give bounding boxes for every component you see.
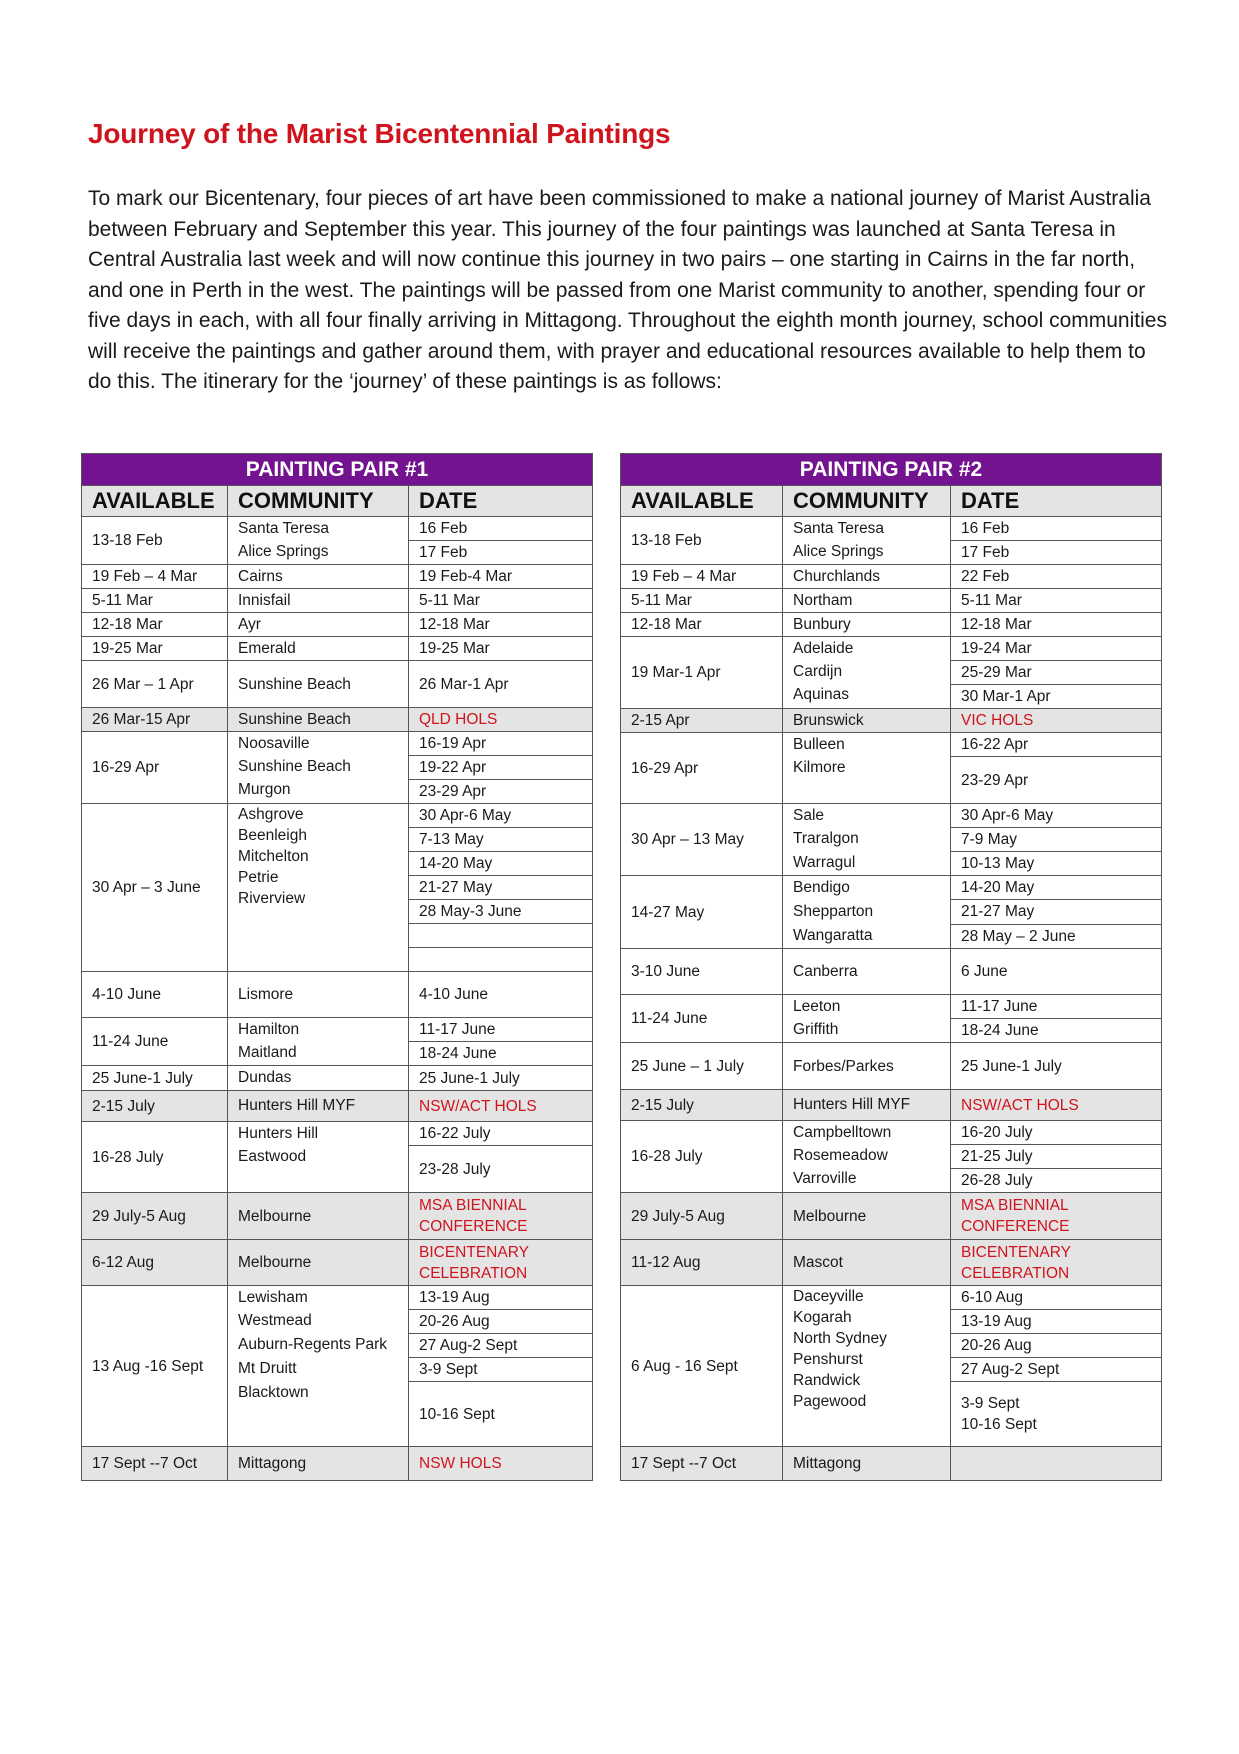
community-cell <box>228 1091 409 1122</box>
column-header-community: COMMUNITY <box>228 486 409 517</box>
community-cell <box>783 1286 951 1447</box>
date-cell: 26 Mar-1 Apr <box>409 661 593 708</box>
painting-pair-1-table <box>81 453 593 1481</box>
community-name: Kilmore <box>793 759 846 776</box>
community-name: Murgon <box>238 781 291 798</box>
community-cell <box>783 1240 951 1286</box>
available-cell: 11-12 Aug <box>621 1240 783 1286</box>
table-row <box>82 1066 593 1091</box>
available-cell: 19 Mar-1 Apr <box>621 637 783 709</box>
community-name: Rosemeadow <box>793 1147 888 1164</box>
date-cell <box>951 1193 1162 1240</box>
available-cell: 11-24 June <box>82 1018 228 1066</box>
date-cell: NSW HOLS <box>409 1447 593 1481</box>
date-cell: 14-20 May <box>409 852 593 876</box>
community-cell <box>783 995 951 1043</box>
community-name: Bunbury <box>793 616 851 633</box>
table-row <box>82 1240 593 1286</box>
available-cell: 13 Aug -16 Sept <box>82 1286 228 1447</box>
community-name: Melbourne <box>238 1254 312 1271</box>
table-row <box>82 1091 593 1122</box>
date-cell: 23-28 July <box>409 1146 593 1193</box>
community-name: North Sydney <box>793 1330 887 1347</box>
available-cell: 11-24 June <box>621 995 783 1043</box>
date-text: MSA BIENNIAL CONFERENCE <box>419 1197 528 1235</box>
intro-paragraph: To mark our Bicentenary, four pieces of art have been commissioned to make a national journey of Marist Australia between February and September this year. This journey of the four paintings was launched at Santa Teresa in Central Australia last week and will now continue this journey in two pairs – one starting in Cairns in the far north, and one in Perth in the west. The paintings will be passed from one Marist community to another, spending four or five days in each, with all four finally arriving in Mittagong. Throughout the eighth month journey, school communities will receive the paintings and gather around them, with prayer and educational resources available to help them to do this. The itinerary for the ‘journey’ of these paintings is as follows: <box>88 187 1167 393</box>
community-name: Pagewood <box>793 1393 867 1410</box>
community-name: Varroville <box>793 1170 857 1187</box>
date-cell: 16-20 July <box>951 1121 1162 1145</box>
date-cell: 20-26 Aug <box>409 1310 593 1334</box>
available-cell: 13-18 Feb <box>82 517 228 565</box>
available-cell: 5-11 Mar <box>621 589 783 613</box>
column-header-available: AVAILABLE <box>621 486 783 517</box>
painting-pair-2-table <box>620 453 1162 1481</box>
community-name: Campbelltown <box>793 1124 892 1141</box>
table-row <box>621 1090 1162 1121</box>
date-cell: 5-11 Mar <box>409 589 593 613</box>
available-cell: 29 July-5 Aug <box>82 1193 228 1240</box>
column-header-date: DATE <box>409 486 593 517</box>
community-name: Sale <box>793 807 825 824</box>
community-cell <box>228 972 409 1018</box>
community-name: Auburn-Regents Park <box>238 1336 388 1353</box>
date-cell: QLD HOLS <box>409 708 593 732</box>
date-cell: 4-10 June <box>409 972 593 1018</box>
community-name: Eastwood <box>238 1148 307 1165</box>
available-cell: 2-15 July <box>82 1091 228 1122</box>
date-cell: 21-27 May <box>409 876 593 900</box>
table-row <box>82 1018 593 1042</box>
community-name: Wangaratta <box>793 927 873 944</box>
date-cell: 11-17 June <box>409 1018 593 1042</box>
community-name: Sunshine Beach <box>238 758 351 775</box>
community-name: Innisfail <box>238 592 291 609</box>
available-cell: 2-15 Apr <box>621 709 783 733</box>
table-row <box>621 709 1162 733</box>
date-cell: 23-29 Apr <box>409 780 593 804</box>
date-cell: 25-29 Mar <box>951 661 1162 685</box>
available-cell: 26 Mar – 1 Apr <box>82 661 228 708</box>
table-row <box>621 1121 1162 1145</box>
community-cell <box>228 517 409 565</box>
community-name: Randwick <box>793 1372 861 1389</box>
available-cell: 25 June-1 July <box>82 1066 228 1091</box>
community-cell <box>783 1043 951 1090</box>
community-name: Leeton <box>793 998 841 1015</box>
date-cell <box>951 1447 1162 1481</box>
available-cell: 6-12 Aug <box>82 1240 228 1286</box>
community-cell <box>783 1121 951 1193</box>
date-cell <box>409 1240 593 1286</box>
available-cell: 14-27 May <box>621 876 783 949</box>
table-row <box>621 1043 1162 1090</box>
community-name: Brunswick <box>793 712 864 729</box>
community-cell <box>228 1066 409 1091</box>
table-row <box>82 589 593 613</box>
community-name: Kogarah <box>793 1309 852 1326</box>
date-cell: 19-25 Mar <box>409 637 593 661</box>
community-name: Mitchelton <box>238 848 309 865</box>
date-cell: 26-28 July <box>951 1169 1162 1193</box>
community-cell <box>228 589 409 613</box>
date-text: BICENTENARY CELEBRATION <box>961 1243 1071 1282</box>
table-row <box>621 637 1162 661</box>
community-cell <box>783 1447 951 1481</box>
community-name: Daceyville <box>793 1288 864 1305</box>
community-name: Forbes/Parkes <box>793 1057 894 1075</box>
community-name: Hunters Hill MYF <box>793 1096 911 1113</box>
date-cell: 22 Feb <box>951 565 1162 589</box>
table-banner: PAINTING PAIR #1 <box>82 454 593 486</box>
available-cell: 6 Aug - 16 Sept <box>621 1286 783 1447</box>
community-cell <box>783 733 951 804</box>
date-cell: 18-24 June <box>409 1042 593 1066</box>
date-cell: 27 Aug-2 Sept <box>409 1334 593 1358</box>
community-name: Cairns <box>238 568 283 585</box>
available-cell: 16-28 July <box>82 1122 228 1193</box>
table-row <box>82 661 593 708</box>
community-name: Alice Springs <box>793 543 884 560</box>
date-cell <box>409 924 593 948</box>
available-cell: 16-29 Apr <box>621 733 783 804</box>
available-cell: 19 Feb – 4 Mar <box>621 565 783 589</box>
community-cell <box>783 589 951 613</box>
date-cell <box>951 1382 1162 1447</box>
table-row <box>82 1193 593 1240</box>
table-row <box>82 565 593 589</box>
available-cell: 16-29 Apr <box>82 732 228 804</box>
community-name: Aquinas <box>793 686 850 703</box>
community-name: Emerald <box>238 640 296 657</box>
table-row <box>621 1193 1162 1240</box>
community-cell <box>228 613 409 637</box>
date-cell: 17 Feb <box>409 541 593 565</box>
community-cell <box>783 709 951 733</box>
date-cell: 10-13 May <box>951 852 1162 876</box>
community-cell <box>783 613 951 637</box>
community-name: Sunshine Beach <box>238 675 351 693</box>
date-cell: 11-17 June <box>951 995 1162 1019</box>
table-row <box>82 613 593 637</box>
community-name: Mt Druitt <box>238 1360 297 1377</box>
community-cell <box>228 1240 409 1286</box>
community-name: Westmead <box>238 1312 312 1329</box>
available-cell: 12-18 Mar <box>82 613 228 637</box>
community-cell <box>228 1193 409 1240</box>
date-cell: VIC HOLS <box>951 709 1162 733</box>
date-cell: 7-13 May <box>409 828 593 852</box>
date-cell: 20-26 Aug <box>951 1334 1162 1358</box>
table-row <box>621 949 1162 995</box>
community-name: Lewisham <box>238 1289 308 1306</box>
community-cell <box>228 1018 409 1066</box>
community-cell <box>783 565 951 589</box>
community-name: Cardijn <box>793 663 843 680</box>
community-cell <box>228 732 409 804</box>
community-cell <box>783 637 951 709</box>
community-cell <box>228 708 409 732</box>
date-cell: 13-19 Aug <box>409 1286 593 1310</box>
date-cell: 23-29 Apr <box>951 757 1162 804</box>
date-cell: 12-18 Mar <box>951 613 1162 637</box>
available-cell: 25 June – 1 July <box>621 1043 783 1090</box>
date-cell: 3-9 Sept <box>409 1358 593 1382</box>
table-row <box>82 804 593 828</box>
column-header-date: DATE <box>951 486 1162 517</box>
available-cell: 13-18 Feb <box>621 517 783 565</box>
community-name: Traralgon <box>793 830 859 847</box>
community-name: Mittagong <box>238 1455 307 1472</box>
community-name: Santa Teresa <box>238 520 330 537</box>
available-cell: 17 Sept --7 Oct <box>82 1447 228 1481</box>
table-row <box>621 1447 1162 1481</box>
available-cell: 19-25 Mar <box>82 637 228 661</box>
available-cell: 12-18 Mar <box>621 613 783 637</box>
table-banner: PAINTING PAIR #2 <box>621 454 1162 486</box>
available-cell: 26 Mar-15 Apr <box>82 708 228 732</box>
community-name: Northam <box>793 592 853 609</box>
community-cell <box>228 1447 409 1481</box>
date-cell: 16 Feb <box>951 517 1162 541</box>
community-name: Mittagong <box>793 1455 862 1472</box>
community-cell <box>783 1193 951 1240</box>
available-cell: 4-10 June <box>82 972 228 1018</box>
date-cell: 16-22 July <box>409 1122 593 1146</box>
community-name: Churchlands <box>793 568 881 585</box>
table-row <box>621 589 1162 613</box>
date-cell: 28 May – 2 June <box>951 924 1162 948</box>
date-cell: 21-25 July <box>951 1145 1162 1169</box>
table-row <box>621 733 1162 757</box>
table-row <box>621 995 1162 1019</box>
table-row <box>621 517 1162 541</box>
community-name: Sunshine Beach <box>238 711 351 728</box>
community-name: Warragul <box>793 854 856 871</box>
table-row <box>82 708 593 732</box>
date-cell: 5-11 Mar <box>951 589 1162 613</box>
table-row <box>82 1122 593 1146</box>
date-text: BICENTENARY CELEBRATION <box>419 1243 529 1282</box>
table-row <box>621 565 1162 589</box>
table-row <box>621 804 1162 828</box>
column-header-community: COMMUNITY <box>783 486 951 517</box>
date-cell: 19-22 Apr <box>409 756 593 780</box>
community-name: Noosaville <box>238 735 310 752</box>
table-row <box>82 637 593 661</box>
community-cell <box>228 1122 409 1193</box>
date-cell: 30 Mar-1 Apr <box>951 685 1162 709</box>
date-cell: 30 Apr-6 May <box>951 804 1162 828</box>
date-cell: 14-20 May <box>951 876 1162 900</box>
date-cell: 16 Feb <box>409 517 593 541</box>
date-cell: 10-16 Sept <box>409 1382 593 1447</box>
column-header-available: AVAILABLE <box>82 486 228 517</box>
date-cell: 17 Feb <box>951 541 1162 565</box>
available-cell: 30 Apr – 3 June <box>82 804 228 972</box>
community-name: Shepparton <box>793 903 874 920</box>
available-cell: 29 July-5 Aug <box>621 1193 783 1240</box>
community-name: Melbourne <box>238 1207 312 1225</box>
available-cell: 5-11 Mar <box>82 589 228 613</box>
community-name: Beenleigh <box>238 827 307 844</box>
date-cell: 7-9 May <box>951 828 1162 852</box>
page-title: Journey of the Marist Bicentennial Paintings <box>88 118 671 149</box>
table-row <box>82 972 593 1018</box>
date-cell: 30 Apr-6 May <box>409 804 593 828</box>
community-name: Lismore <box>238 986 294 1003</box>
date-text: MSA BIENNIAL CONFERENCE <box>961 1197 1070 1235</box>
date-cell: NSW/ACT HOLS <box>951 1090 1162 1121</box>
available-cell: 3-10 June <box>621 949 783 995</box>
community-cell <box>783 876 951 949</box>
table-row <box>82 1447 593 1481</box>
community-cell <box>228 804 409 972</box>
available-cell: 16-28 July <box>621 1121 783 1193</box>
community-cell <box>228 565 409 589</box>
date-cell <box>409 1193 593 1240</box>
date-cell: 21-27 May <box>951 900 1162 924</box>
table-row <box>621 1286 1162 1310</box>
date-cell: 12-18 Mar <box>409 613 593 637</box>
date-cell: NSW/ACT HOLS <box>409 1091 593 1122</box>
community-name: Adelaide <box>793 640 854 657</box>
community-cell <box>783 1090 951 1121</box>
date-cell <box>951 1240 1162 1286</box>
table-row <box>621 876 1162 900</box>
community-name: Dundas <box>238 1069 292 1086</box>
community-cell <box>783 804 951 876</box>
community-name: Petrie <box>238 869 279 886</box>
table-row <box>82 517 593 541</box>
date-cell: 25 June-1 July <box>951 1043 1162 1090</box>
community-name: Santa Teresa <box>793 520 885 537</box>
available-cell: 17 Sept --7 Oct <box>621 1447 783 1481</box>
community-name: Bendigo <box>793 879 850 896</box>
community-name: Hunters Hill <box>238 1125 319 1142</box>
community-name: Bulleen <box>793 736 845 753</box>
community-cell <box>228 1286 409 1447</box>
community-name: Alice Springs <box>238 543 329 560</box>
table-row <box>621 1240 1162 1286</box>
date-cell: 28 May-3 June <box>409 900 593 924</box>
date-cell: 25 June-1 July <box>409 1066 593 1091</box>
date-cell: 6-10 Aug <box>951 1286 1162 1310</box>
community-name: Penshurst <box>793 1351 863 1368</box>
available-cell: 19 Feb – 4 Mar <box>82 565 228 589</box>
date-cell <box>409 948 593 972</box>
community-name: Riverview <box>238 890 306 907</box>
date-cell: 16-22 Apr <box>951 733 1162 757</box>
community-cell <box>783 517 951 565</box>
community-cell <box>228 637 409 661</box>
date-cell: 19-24 Mar <box>951 637 1162 661</box>
date-cell: 13-19 Aug <box>951 1310 1162 1334</box>
community-name: Blacktown <box>238 1384 309 1401</box>
community-cell <box>228 661 409 708</box>
available-cell: 30 Apr – 13 May <box>621 804 783 876</box>
date-cell: 16-19 Apr <box>409 732 593 756</box>
community-name: Griffith <box>793 1021 839 1038</box>
date-cell: 27 Aug-2 Sept <box>951 1358 1162 1382</box>
community-name: Hunters Hill MYF <box>238 1097 356 1114</box>
table-row <box>621 613 1162 637</box>
community-name: Hamilton <box>238 1021 300 1038</box>
community-name: Canberra <box>793 963 858 980</box>
date-cell: 18-24 June <box>951 1019 1162 1043</box>
date-text: 3-9 Sept 10-16 Sept <box>961 1395 1037 1433</box>
date-cell: 6 June <box>951 949 1162 995</box>
community-name: Maitland <box>238 1044 297 1061</box>
available-cell: 2-15 July <box>621 1090 783 1121</box>
date-cell: 19 Feb-4 Mar <box>409 565 593 589</box>
community-name: Melbourne <box>793 1207 867 1225</box>
table-row <box>82 1286 593 1310</box>
community-cell <box>783 949 951 995</box>
community-name: Ashgrove <box>238 806 304 823</box>
community-name: Mascot <box>793 1254 843 1271</box>
community-name: Ayr <box>238 616 261 633</box>
table-row <box>82 732 593 756</box>
